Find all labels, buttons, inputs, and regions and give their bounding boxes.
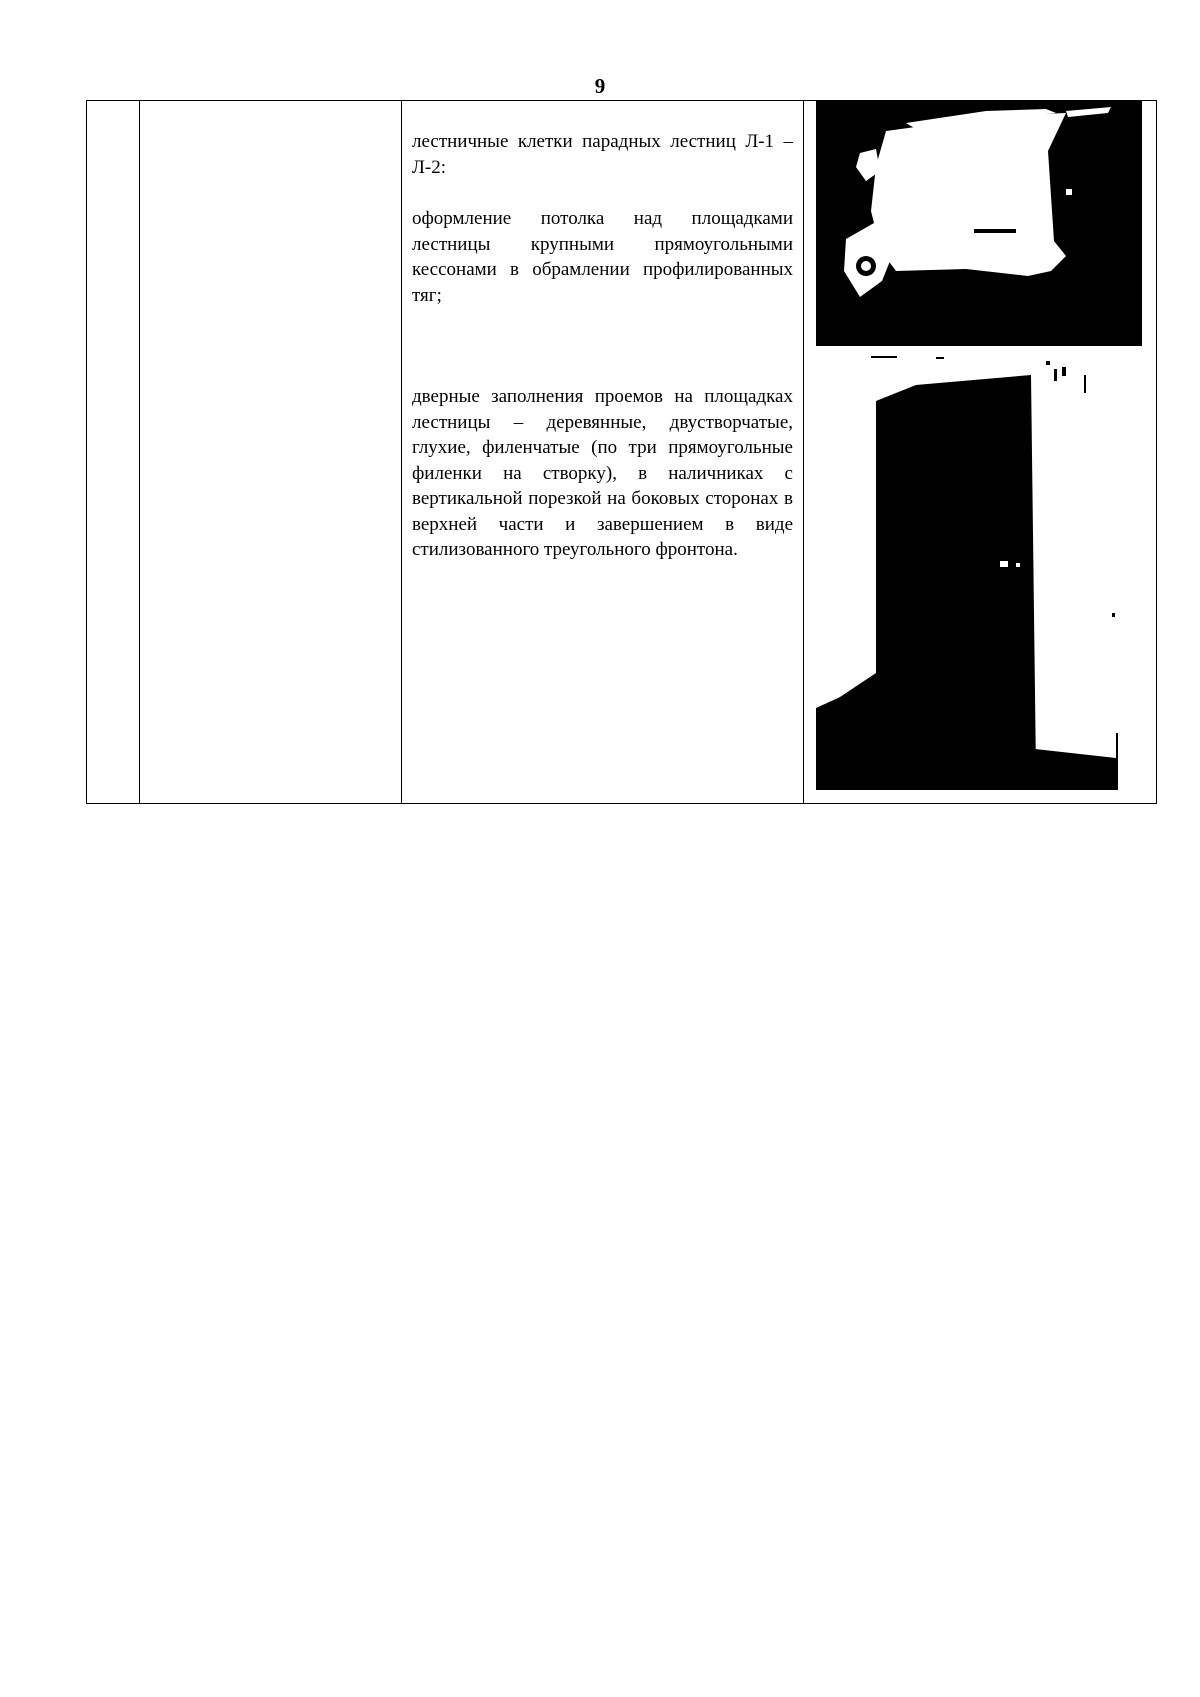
description-cell [402, 101, 804, 804]
description-text [402, 101, 803, 563]
page-number: 9 [594, 74, 606, 98]
door-photo [816, 353, 1142, 790]
ceiling-photo [816, 101, 1142, 346]
row-number-cell [87, 101, 140, 804]
photo-cell [804, 101, 1157, 804]
subject-table [86, 100, 1157, 804]
ceiling-description: оформление потолка над площадками лестницы крупными прямоугольными кессонами в обрамлении профилированных тяг; [412, 208, 793, 306]
door-description: дверные заполнения проемов на площадках лестницы – деревянные, двустворчатые, глухие, филенчатые (по три прямоугольные филенки на створку), в наличниках с вертикальной порезкой на боковых сторонах в верхней части и завершением в виде стилизованного треугольного фронтона. [412, 386, 793, 560]
object-name-cell [140, 101, 402, 804]
table-row [87, 101, 1157, 804]
description-heading: лестничные клетки парадных лестниц Л-1 – Л-2: [412, 131, 793, 178]
